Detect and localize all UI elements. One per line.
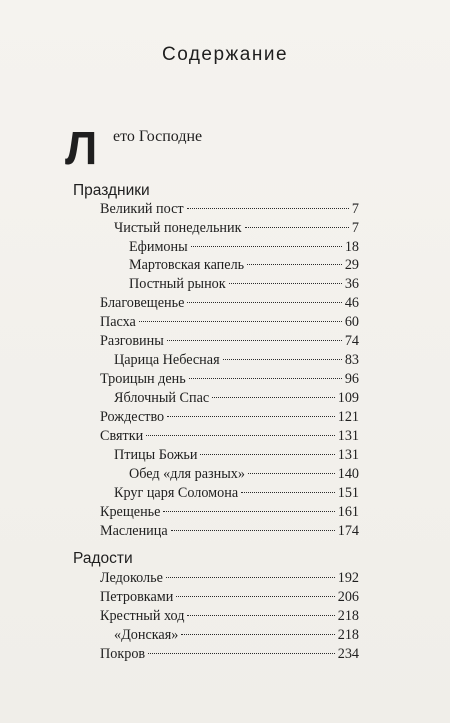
entry-title: Покров xyxy=(100,646,146,662)
entry-title: Рождество xyxy=(100,409,165,425)
entry-page: 36 xyxy=(344,276,359,292)
entry-title: «Донская» xyxy=(114,627,179,643)
entry-title: Пасха xyxy=(100,314,136,330)
entry-page: 192 xyxy=(337,570,359,586)
leader-dots xyxy=(171,518,335,531)
entry-title: Чистый понедельник xyxy=(114,220,242,236)
leader-dots xyxy=(163,499,334,512)
entry-page: 83 xyxy=(344,352,359,368)
entry-page: 96 xyxy=(344,371,359,387)
entry-title: Разговины xyxy=(100,333,164,349)
leader-dots xyxy=(241,480,335,493)
entry-title: Постный рынок xyxy=(129,276,226,292)
entry-title: Масленица xyxy=(100,523,168,539)
entry-page: 218 xyxy=(337,627,359,643)
leader-dots xyxy=(187,196,349,209)
section-heading-holidays: Праздники xyxy=(73,182,150,199)
part-dropcap: Л xyxy=(65,122,98,174)
entry-page: 7 xyxy=(351,201,359,217)
entry-page: 161 xyxy=(337,504,359,520)
entry-page: 174 xyxy=(337,523,359,539)
leader-dots xyxy=(245,215,349,228)
entry-title: Великий пост xyxy=(100,201,184,217)
entry-title: Ефимоны xyxy=(129,239,188,255)
leader-dots xyxy=(229,271,342,284)
entry-page: 140 xyxy=(337,466,359,482)
entry-page: 109 xyxy=(337,390,359,406)
leader-dots xyxy=(139,309,342,322)
toc-entry[interactable] xyxy=(100,522,359,540)
entry-page: 131 xyxy=(337,428,359,444)
entry-page: 218 xyxy=(337,608,359,624)
entry-title: Благовещенье xyxy=(100,295,185,311)
entry-page: 131 xyxy=(337,447,359,463)
entry-title: Круг царя Соломона xyxy=(114,485,239,501)
leader-dots xyxy=(146,423,335,436)
leader-dots xyxy=(191,234,342,247)
leader-dots xyxy=(223,347,342,360)
toc-entry[interactable] xyxy=(100,645,359,663)
entry-page: 29 xyxy=(344,257,359,273)
entry-title: Ледоколье xyxy=(100,570,163,586)
leader-dots xyxy=(187,603,334,616)
entry-page: 60 xyxy=(344,314,359,330)
leader-dots xyxy=(167,404,335,417)
entry-title: Царица Небесная xyxy=(114,352,220,368)
entry-page: 151 xyxy=(337,485,359,501)
leader-dots xyxy=(176,584,334,597)
entry-page: 46 xyxy=(344,295,359,311)
leader-dots xyxy=(189,366,342,379)
leader-dots xyxy=(181,622,334,635)
entry-page: 74 xyxy=(344,333,359,349)
leader-dots xyxy=(200,442,334,455)
entry-page: 18 xyxy=(344,239,359,255)
leader-dots xyxy=(167,328,342,341)
entry-title: Святки xyxy=(100,428,144,444)
entry-page: 7 xyxy=(351,220,359,236)
leader-dots xyxy=(148,641,335,654)
part-title: ето Господне xyxy=(113,128,203,145)
entry-title: Петровками xyxy=(100,589,174,605)
entry-title: Птицы Божьи xyxy=(114,447,198,463)
leader-dots xyxy=(212,385,335,398)
section-heading-joys: Радости xyxy=(73,550,133,567)
entry-title: Крестный ход xyxy=(100,608,185,624)
entry-title: Обед «для разных» xyxy=(129,466,245,482)
entry-title: Яблочный Спас xyxy=(114,390,210,406)
leader-dots xyxy=(248,461,335,474)
page-title: Содержание xyxy=(161,44,289,65)
entry-title: Крещенье xyxy=(100,504,161,520)
entry-page: 206 xyxy=(337,589,359,605)
entry-title: Мартовская капель xyxy=(129,257,245,273)
leader-dots xyxy=(247,252,342,265)
leader-dots xyxy=(166,565,335,578)
entry-title: Троицын день xyxy=(100,371,186,387)
entry-page: 121 xyxy=(337,409,359,425)
leader-dots xyxy=(187,290,341,303)
entry-page: 234 xyxy=(337,646,359,662)
